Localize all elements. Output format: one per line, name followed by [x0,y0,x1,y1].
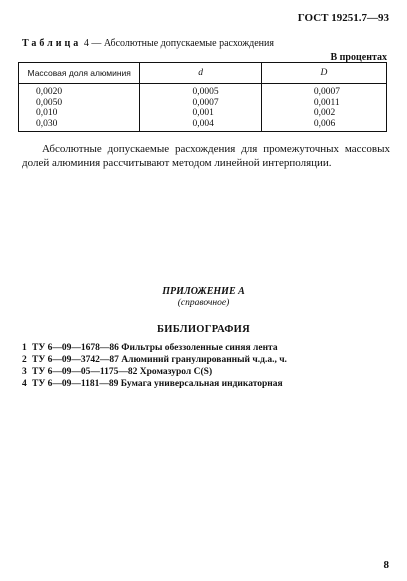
table-row [19,84,387,98]
bibliography-item-number: 4 [22,379,27,389]
document-code: ГОСТ 19251.7—93 [297,12,389,24]
table-row [19,98,387,109]
tolerance-table [18,62,387,132]
table-cell: 0,002 [261,108,386,119]
interpolation-paragraph: Абсолютные допускаемые расхождения для промежуточных массовых долей алюминия рассчитывают методом линейной интерполяции. [22,143,390,169]
table-row [19,108,387,119]
table-cell: 0,001 [140,108,261,119]
bibliography-item [22,354,392,366]
table-cell: 0,004 [140,119,261,132]
column-header-d: d [140,63,261,84]
bibliography-item-text: ТУ 6—09—1181—89 Бумага универсальная индикаторная [32,379,283,389]
bibliography-item-text: ТУ 6—09—3742—87 Алюминий гранулированный ч.д.а., ч. [32,355,287,365]
appendix-subtitle: (справочное) [177,298,230,308]
table-cell: 0,006 [261,119,386,132]
table-cell: 0,0011 [261,98,386,109]
table-cell: 0,0007 [140,98,261,109]
table-header-row [19,63,387,84]
bibliography-item [22,366,392,378]
bibliography-title: БИБЛИОГРАФИЯ [157,324,250,335]
bibliography-list [22,342,392,390]
table-cell: 0,0005 [140,84,261,98]
table-cell: 0,010 [19,108,140,119]
bibliography-item-number: 1 [22,343,27,353]
page-number: 8 [383,559,389,571]
bibliography-item-number: 3 [22,367,27,377]
appendix-title: ПРИЛОЖЕНИЕ А [162,286,245,297]
table-cell: 0,0050 [19,98,140,109]
bibliography-item-text: ТУ 6—09—1678—86 Фильтры обеззоленные синяя лента [32,343,278,353]
bibliography-item [22,378,392,390]
table-caption [22,38,274,49]
bibliography-item-number: 2 [22,355,27,365]
table-cell: 0,0020 [19,84,140,98]
table-unit-note: В процентах [330,52,387,63]
table-cell: 0,0007 [261,84,386,98]
table-row [19,119,387,132]
bibliography-item-text: ТУ 6—09—05—1175—82 Хромазурол C(S) [32,367,213,377]
table-cell: 0,030 [19,119,140,132]
column-header-aluminium: Массовая доля алюминия [19,63,140,84]
column-header-D: D [261,63,386,84]
bibliography-item [22,342,392,354]
table-label: Таблица [22,38,82,49]
table-title-text: 4 — Абсолютные допускаемые расхождения [83,38,274,49]
